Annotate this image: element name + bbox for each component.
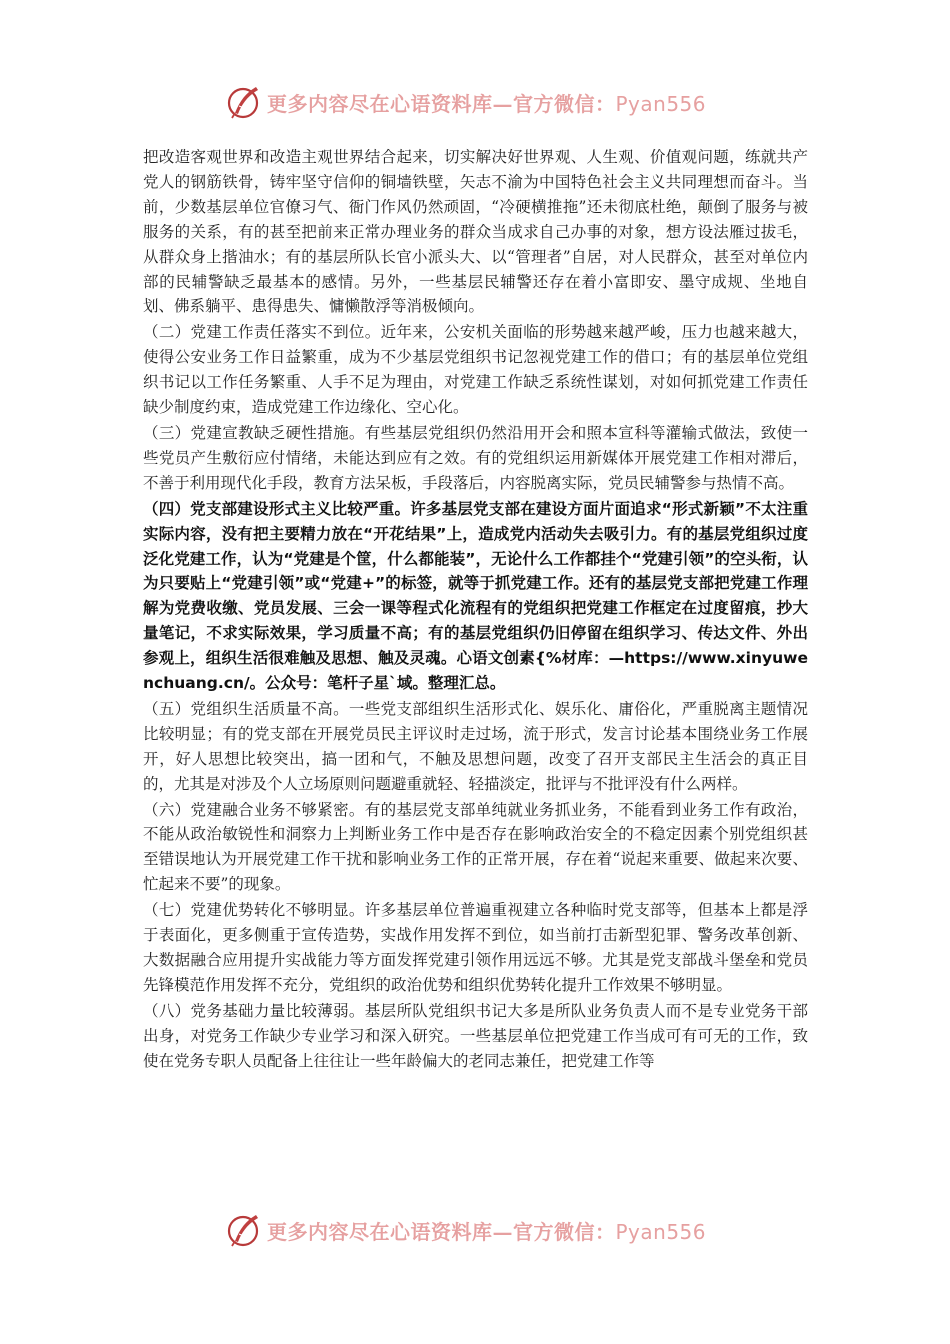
paragraph-intro: 把改造客观世界和改造主观世界结合起来，切实解决好世界观、人生观、价值观问题，练就共产党人的钢筋铁骨，铸牢坚守信仰的铜墙铁壁，矢志不渝为中国特色社会主义共同理想而奋斗。当前，少数基层单位官僚习气、衙门作风仍然顽固，“冷硬横推拖”还未彻底杜绝，颠倒了服务与被服务的关系，有的甚至把前来正常办理业务的群众当成求自己办事的对象，想方设法雁过拔毛，从群众身上揩油水；有的基层所队长官小派头大、以“管理者”自居，对人民群众，甚至对单位内部的民辅警缺乏最基本的感情。另外，一些基层民辅警还存在着小富即安、墨守成规、坐地自划、佛系躺平、患得患失、慵懒散浮等消极倾向。 <box>143 148 808 316</box>
footer-banner-text: 更多内容尽在心语资料库—官方微信：Pyan556 <box>267 1219 707 1244</box>
header-wechat-id: Pyan556 <box>615 91 707 116</box>
body-content <box>143 145 808 1075</box>
quill-pen-icon <box>225 1212 261 1248</box>
paragraph-section-2: （二）党建工作责任落实不到位。近年来，公安机关面临的形势越来越严峻，压力也越来越大，使得公安业务工作日益繁重，成为不少基层党组织书记忽视党建工作的借口；有的基层单位党组织书记以工作任务繁重、人手不足为理由，对党建工作缺乏系统性谋划，对如何抓党建工作责任缺少制度约束，造成党建工作边缘化、空心化。 <box>143 323 808 417</box>
footer-wechat-id: Pyan556 <box>615 1219 707 1244</box>
header-banner <box>225 82 725 122</box>
paragraph-section-6: （六）党建融合业务不够紧密。有的基层党支部单纯就业务抓业务，不能看到业务工作有政治，不能从政治敏锐性和洞察力上判断业务工作中是否存在影响政治安全的不稳定因素个别党组织甚至错误地认为开展党建工作干扰和影响业务工作的正常开展，存在着“说起来重要、做起来次要、忙起来不要”的现象。 <box>143 800 808 894</box>
paragraph-section-7: （七）党建优势转化不够明显。许多基层单位普遍重视建立各种临时党支部等，但基本上都是浮于表面化，更多侧重于宣传造势，实战作用发挥不到位，如当前打击新型犯罪、警务改革创新、大数据融合应用提升实战能力等方面发挥党建引领作用远远不够。尤其是党支部战斗堡垒和党员先锋模范作用发挥不充分，党组织的政治优势和组织优势转化提升工作效果不够明显。 <box>143 901 808 994</box>
paragraph-section-5: （五）党组织生活质量不高。一些党支部组织生活形式化、娱乐化、庸俗化，严重脱离主题情况比较明显；有的党支部在开展党员民主评议时走过场，流于形式，发言讨论基本围绕业务工作展开，好人思想比较突出，搞一团和气，不触及思想问题，改变了召开支部民主生活会的真正目的，尤其是对涉及个人立场原则问题避重就轻、轻描淡定，批评与不批评没有什么两样。 <box>143 699 808 793</box>
paragraph-section-8: （八）党务基础力量比较薄弱。基层所队党组织书记大多是所队业务负责人而不是专业党务干部出身，对党务工作缺少专业学习和深入研究。一些基层单位把党建工作当成可有可无的工作，致使在党务专职人员配备上往往让一些年龄偏大的老同志兼任，把党建工作等 <box>143 1001 808 1070</box>
header-banner-text: 更多内容尽在心语资料库—官方微信：Pyan556 <box>267 91 707 116</box>
footer-banner <box>225 1210 725 1250</box>
paragraph-section-3: （三）党建宣教缺乏硬性措施。有些基层党组织仍然沿用开会和照本宣科等灌输式做法，致使一些党员产生敷衍应付情绪，未能达到应有之效。有的党组织运用新媒体开展党建工作相对滞后，不善于利用现代化手段，教育方法呆板，手段落后，内容脱离实际，党员民辅警参与热情不高。 <box>143 423 808 492</box>
paragraph-section-4: （四）党支部建设形式主义比较严重。许多基层党支部在建设方面片面追求“形式新颖”不太注重实际内容，没有把主要精力放在“开花结果”上，造成党内活动失去吸引力。有的基层党组织过度泛化党建工作，认为“党建是个筐，什么都能装”，无论什么工作都挂个“党建引领”的空头衔，认为只要贴上“党建引领”或“党建+”的标签，就等于抓党建工作。还有的基层党支部把党建工作理解为党费收缴、党员发展、三会一课等程式化流程有的党组织把党建工作框定在过度留痕，抄大量笔记，不求实际效果，学习质量不高；有的基层党组织仍旧停留在组织学习、传达文件、外出参观上，组织生活很难触及思想、触及灵魂。心语文创素{%材库：—https://www.xinyuwenchuang.cn/。公众号：笔杆子星`域。整理汇总。 <box>143 499 808 693</box>
quill-pen-icon <box>225 84 261 120</box>
